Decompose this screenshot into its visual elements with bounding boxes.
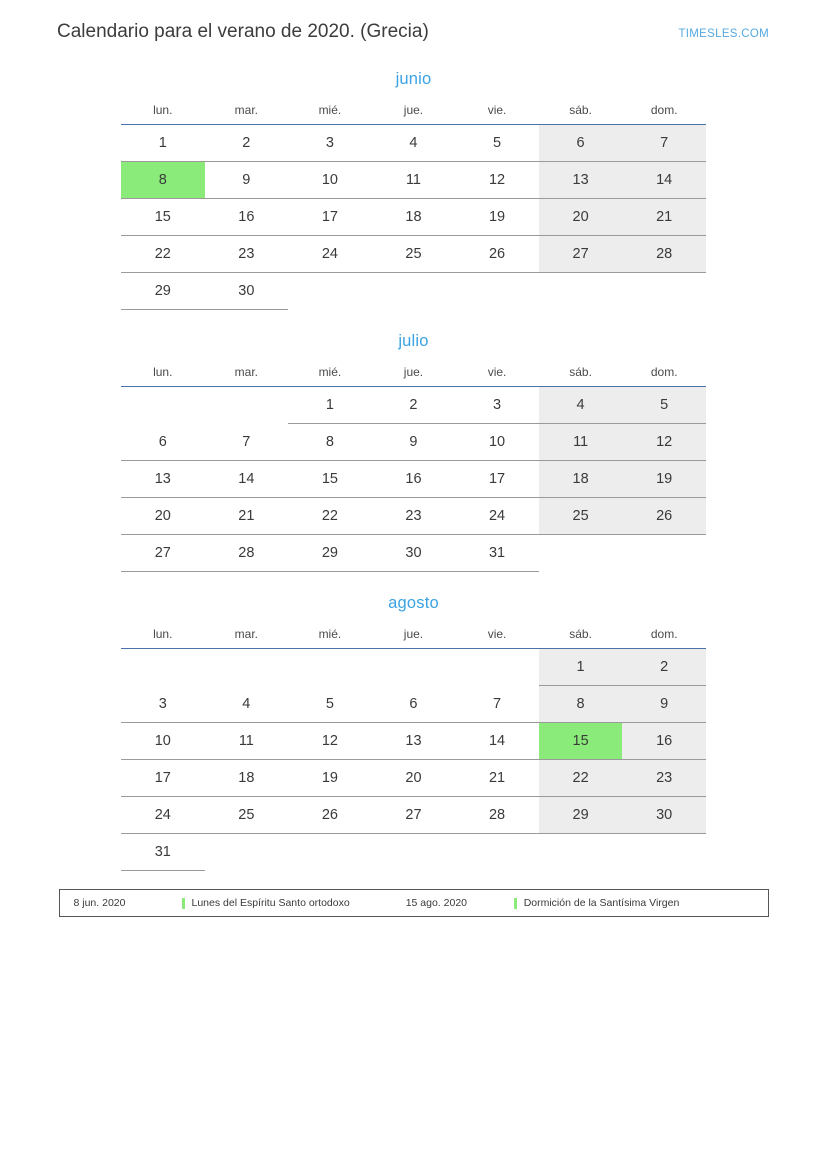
day-cell[interactable]: 4 [372,125,456,162]
month-table [121,361,706,572]
day-cell[interactable]: 7 [622,125,706,162]
day-cell[interactable]: 24 [288,236,372,273]
legend-item [514,897,680,909]
day-cell[interactable]: 3 [455,387,539,424]
month-block [121,70,706,310]
day-cell-empty [205,834,289,871]
week-row [121,760,706,797]
day-cell[interactable]: 13 [539,162,623,199]
weekday-header: lun. [121,361,205,387]
week-row [121,162,706,199]
site-brand: TIMESLES.COM [678,28,769,40]
day-cell-empty [622,273,706,310]
weekday-header: jue. [372,99,456,125]
weekday-header-row [121,361,706,387]
weekday-header: vie. [455,361,539,387]
day-cell[interactable]: 21 [622,199,706,236]
day-cell-empty [539,535,623,572]
week-row [121,236,706,273]
legend-label: Dormición de la Santísima Virgen [523,897,680,909]
day-cell[interactable]: 1 [539,649,623,686]
day-cell[interactable]: 23 [372,498,456,535]
day-cell[interactable]: 20 [372,760,456,797]
day-cell[interactable]: 18 [539,461,623,498]
day-cell[interactable]: 27 [121,535,205,572]
calendar-legend [59,889,769,917]
day-cell[interactable]: 25 [539,498,623,535]
day-cell[interactable]: 15 [288,461,372,498]
day-cell[interactable]: 8 [121,162,205,199]
day-cell[interactable]: 10 [455,424,539,461]
week-row [121,686,706,723]
weekday-header: mar. [205,361,289,387]
day-cell[interactable]: 6 [539,125,623,162]
day-cell-empty [372,834,456,871]
day-cell[interactable]: 18 [205,760,289,797]
day-cell[interactable]: 29 [121,273,205,310]
day-cell[interactable]: 17 [455,461,539,498]
day-cell[interactable]: 10 [121,723,205,760]
legend-date: 8 jun. 2020 [73,897,126,909]
weekday-header: vie. [455,623,539,649]
day-cell[interactable]: 9 [205,162,289,199]
week-row [121,125,706,162]
day-cell[interactable]: 29 [288,535,372,572]
day-cell[interactable]: 28 [205,535,289,572]
day-cell[interactable]: 2 [372,387,456,424]
legend-item [182,897,350,909]
day-cell[interactable]: 17 [288,199,372,236]
day-cell[interactable]: 7 [455,686,539,723]
day-cell[interactable]: 30 [622,797,706,834]
month-block [121,594,706,871]
day-cell[interactable]: 11 [205,723,289,760]
day-cell[interactable]: 15 [539,723,623,760]
page-title: Calendario para el verano de 2020. (Grecia) [57,21,429,42]
week-row [121,273,706,310]
week-row [121,498,706,535]
day-cell[interactable]: 13 [121,461,205,498]
weekday-header: sáb. [539,99,623,125]
month-title: agosto [388,594,439,612]
day-cell[interactable]: 12 [455,162,539,199]
day-cell[interactable]: 28 [622,236,706,273]
day-cell[interactable]: 25 [372,236,456,273]
day-cell[interactable]: 16 [372,461,456,498]
day-cell[interactable]: 16 [205,199,289,236]
week-row [121,461,706,498]
day-cell[interactable]: 19 [622,461,706,498]
day-cell[interactable]: 16 [622,723,706,760]
day-cell[interactable]: 24 [455,498,539,535]
day-cell-empty [121,649,205,686]
day-cell[interactable]: 3 [121,686,205,723]
legend-date: 15 ago. 2020 [405,897,467,909]
month-block [121,332,706,572]
day-cell[interactable]: 9 [622,686,706,723]
weekday-header: sáb. [539,361,623,387]
day-cell[interactable]: 8 [288,424,372,461]
day-cell[interactable]: 2 [622,649,706,686]
week-row [121,535,706,572]
day-cell[interactable]: 31 [121,834,205,871]
holiday-color-swatch-icon [182,898,185,909]
day-cell[interactable]: 15 [121,199,205,236]
weekday-header: dom. [622,99,706,125]
weekday-header: vie. [455,99,539,125]
day-cell[interactable]: 1 [288,387,372,424]
day-cell[interactable]: 17 [121,760,205,797]
day-cell[interactable]: 13 [372,723,456,760]
day-cell[interactable]: 24 [121,797,205,834]
day-cell[interactable]: 21 [205,498,289,535]
day-cell[interactable]: 3 [288,125,372,162]
day-cell[interactable]: 11 [372,162,456,199]
day-cell-empty [372,649,456,686]
day-cell-empty [372,273,456,310]
week-row [121,387,706,424]
day-cell[interactable]: 26 [288,797,372,834]
day-cell[interactable]: 23 [205,236,289,273]
weekday-header: mié. [288,361,372,387]
day-cell[interactable]: 18 [372,199,456,236]
day-cell-empty [455,649,539,686]
day-cell[interactable]: 9 [372,424,456,461]
week-row [121,649,706,686]
day-cell-empty [288,273,372,310]
day-cell[interactable]: 5 [622,387,706,424]
day-cell-empty [539,273,623,310]
week-row [121,424,706,461]
weekday-header: dom. [622,361,706,387]
weekday-header: lun. [121,99,205,125]
day-cell[interactable]: 20 [539,199,623,236]
day-cell-empty [121,387,205,424]
weekday-header-row [121,623,706,649]
day-cell[interactable]: 26 [455,236,539,273]
day-cell[interactable]: 7 [205,424,289,461]
day-cell[interactable]: 6 [372,686,456,723]
day-cell[interactable]: 21 [455,760,539,797]
day-cell-empty [622,535,706,572]
day-cell-empty [288,834,372,871]
day-cell[interactable]: 27 [539,236,623,273]
day-cell[interactable]: 5 [455,125,539,162]
day-cell[interactable]: 23 [622,760,706,797]
week-row [121,797,706,834]
legend-label: Lunes del Espíritu Santo ortodoxo [191,897,350,909]
day-cell[interactable]: 30 [372,535,456,572]
day-cell[interactable]: 22 [121,236,205,273]
day-cell[interactable]: 12 [288,723,372,760]
weekday-header: jue. [372,361,456,387]
day-cell-empty [455,834,539,871]
day-cell[interactable]: 8 [539,686,623,723]
day-cell[interactable]: 25 [205,797,289,834]
day-cell[interactable]: 22 [288,498,372,535]
day-cell[interactable]: 30 [205,273,289,310]
weekday-header: sáb. [539,623,623,649]
page-header [0,0,827,44]
day-cell[interactable]: 22 [539,760,623,797]
day-cell[interactable]: 5 [288,686,372,723]
weekday-header-row [121,99,706,125]
day-cell[interactable]: 28 [455,797,539,834]
day-cell[interactable]: 4 [205,686,289,723]
day-cell[interactable]: 29 [539,797,623,834]
day-cell[interactable]: 31 [455,535,539,572]
day-cell-empty [622,834,706,871]
day-cell[interactable]: 14 [205,461,289,498]
week-row [121,723,706,760]
day-cell[interactable]: 14 [455,723,539,760]
day-cell[interactable]: 20 [121,498,205,535]
day-cell-empty [288,649,372,686]
day-cell-empty [205,387,289,424]
day-cell[interactable]: 26 [622,498,706,535]
weekday-header: mar. [205,99,289,125]
holiday-color-swatch-icon [514,898,517,909]
day-cell[interactable]: 1 [121,125,205,162]
day-cell-empty [455,273,539,310]
day-cell[interactable]: 2 [205,125,289,162]
day-cell[interactable]: 12 [622,424,706,461]
month-title: julio [398,332,429,350]
day-cell[interactable]: 19 [288,760,372,797]
day-cell[interactable]: 27 [372,797,456,834]
week-row [121,834,706,871]
month-table [121,99,706,310]
day-cell[interactable]: 11 [539,424,623,461]
weekday-header: mar. [205,623,289,649]
day-cell-empty [205,649,289,686]
month-table [121,623,706,871]
week-row [121,199,706,236]
weekday-header: jue. [372,623,456,649]
weekday-header: dom. [622,623,706,649]
weekday-header: lun. [121,623,205,649]
months-container [0,70,827,871]
day-cell[interactable]: 14 [622,162,706,199]
day-cell[interactable]: 10 [288,162,372,199]
day-cell-empty [539,834,623,871]
day-cell[interactable]: 19 [455,199,539,236]
day-cell[interactable]: 6 [121,424,205,461]
weekday-header: mié. [288,623,372,649]
weekday-header: mié. [288,99,372,125]
month-title: junio [395,70,432,88]
day-cell[interactable]: 4 [539,387,623,424]
